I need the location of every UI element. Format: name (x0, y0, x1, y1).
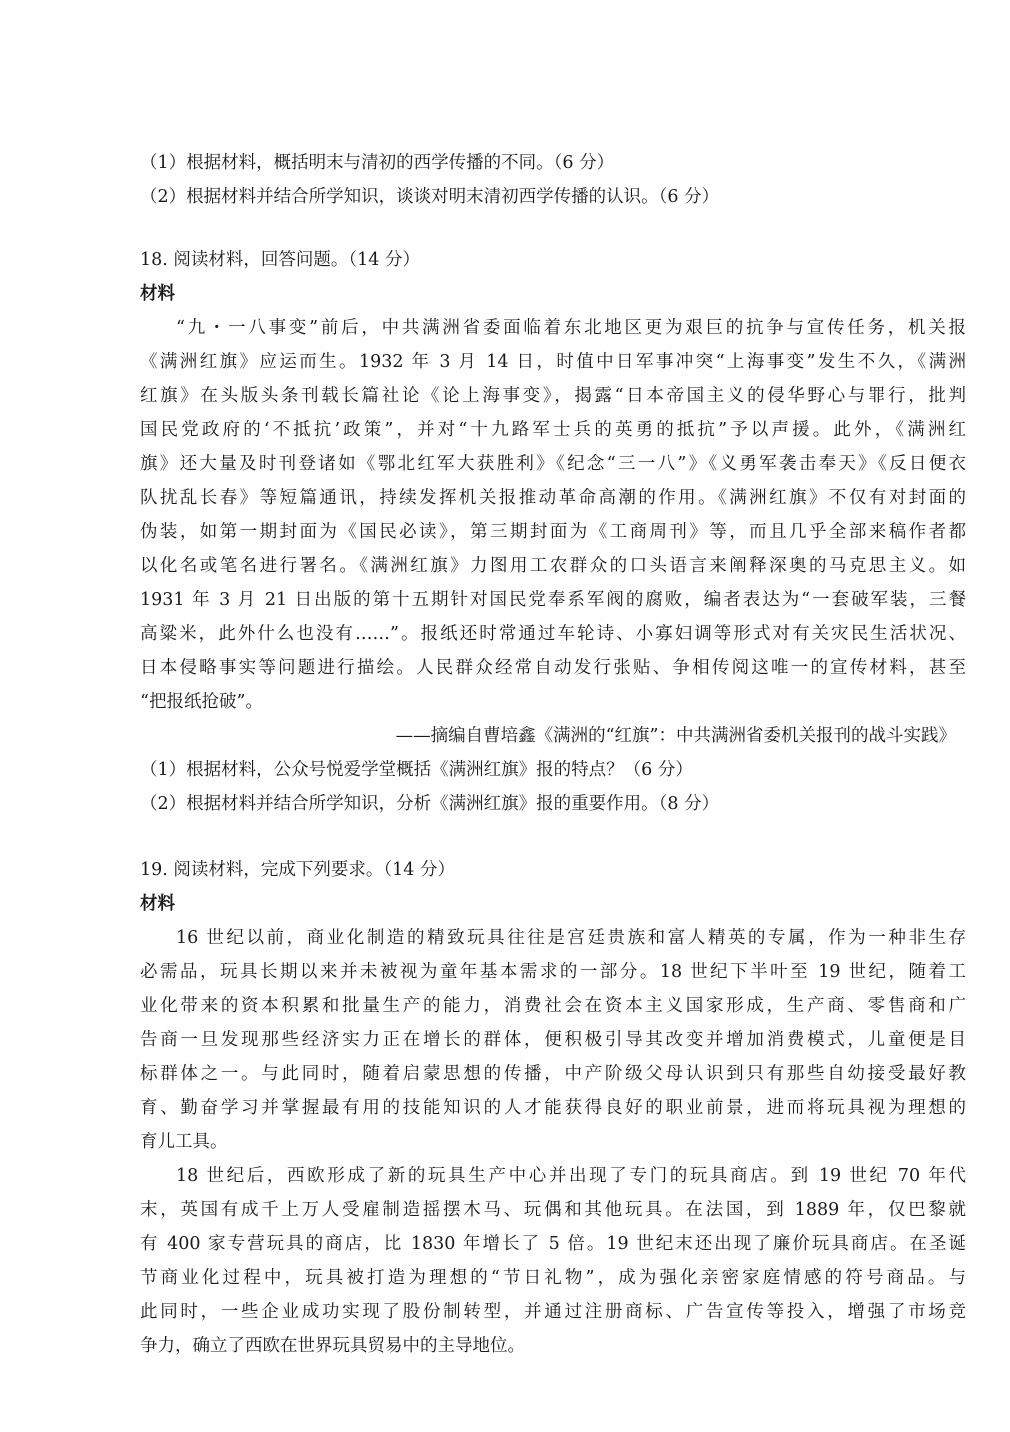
q19-p1-line-1: 16 世纪以前，商业化制造的精致玩具往往是宫廷贵族和富人精英的专属，作为一种非生存 (176, 928, 966, 948)
q18-subquestion-2: （2）根据材料并结合所学知识，分析《满洲红旗》报的重要作用。（8 分） (140, 794, 720, 814)
q18-line-3: 红旗》在头版头条刊载长篇社论《论上海事变》，揭露“日本帝国主义的侵华野心与罪行，批判 (140, 386, 966, 406)
q18-line-4: 国民党政府的‘不抵抗’政策”，并对“十九路军士兵的英勇的抵抗”予以声援。此外，《满洲红 (140, 420, 966, 440)
q19-p2-line-6: 争力，确立了西欧在世界玩具贸易中的主导地位。 (140, 1336, 525, 1356)
q19-material-label: 材料 (140, 894, 175, 914)
q18-line-6: 队扰乱长春》等短篇通讯，持续发挥机关报推动革命高潮的作用。《满洲红旗》不仅有对封面的 (140, 488, 966, 508)
q18-line-9: 1931 年 3 月 21 日出版的第十五期针对国民党奉系军阀的腐败，编者表达为“一套破军装，三餐 (140, 590, 966, 610)
q19-material-paragraph-1 (140, 921, 966, 1159)
q18-title: 18. 阅读材料，回答问题。（14 分） (140, 250, 420, 270)
q18-material-label: 材料 (140, 284, 175, 304)
q18-subquestion-1: （1）根据材料，公众号悦爱学堂概括《满洲红旗》报的特点？（6 分） (140, 760, 693, 780)
q17-subquestion-1: （1）根据材料，概括明末与清初的西学传播的不同。（6 分） (140, 153, 615, 173)
q19-p1-line-3: 业化带来的资本积累和批量生产的能力，消费社会在资本主义国家形成，生产商、零售商和广 (140, 996, 966, 1016)
page-content (140, 146, 966, 1363)
q18-line-5: 旗》还大量及时刊登诸如《鄂北红军大获胜利》《纪念“三一八”》《义勇军袭击奉天》《反日便衣 (140, 454, 966, 474)
q18-line-1: “九・一八事变”前后，中共满洲省委面临着东北地区更为艰巨的抗争与宣传任务，机关报 (176, 318, 966, 338)
q19-p1-line-4: 告商一旦发现那些经济实力正在增长的群体，便积极引导其改变并增加消费模式，儿童便是目 (140, 1030, 966, 1050)
q18-material-paragraph (140, 311, 966, 719)
q17-subquestion-2: （2）根据材料并结合所学知识，谈谈对明末清初西学传播的认识。（6 分） (140, 187, 720, 207)
q19-p1-line-5: 标群体之一。与此同时，随着启蒙思想的传播，中产阶级父母认识到只有那些自幼接受最好教 (140, 1064, 966, 1084)
q18-line-8: 以化名或笔名进行署名。《满洲红旗》力图用工农群众的口头语言来阐释深奥的马克思主义。如 (140, 556, 966, 576)
q19-material-paragraph-2 (140, 1159, 966, 1363)
q18-line-2: 《满洲红旗》应运而生。1932 年 3 月 14 日，时值中日军事冲突“上海事变”发生不久，《满洲 (140, 352, 966, 372)
q19-p2-line-5: 此同时，一些企业成功实现了股份制转型，并通过注册商标、广告宣传等投入，增强了市场竞 (140, 1302, 966, 1322)
q19-p2-line-2: 末，英国有成千上万人受雇制造摇摆木马、玩偶和其他玩具。在法国，到 1889 年，仅巴黎就 (140, 1200, 966, 1220)
q18-line-12: “把报纸抢破”。 (140, 692, 263, 712)
q18-source-citation: ——摘编自曹培鑫《满洲的“红旗”：中共满洲省委机关报刊的战斗实践》 (395, 726, 956, 746)
q19-p2-line-4: 节商业化过程中，玩具被打造为理想的“节日礼物”，成为强化亲密家庭情感的符号商品。与 (140, 1268, 966, 1288)
q18-line-7: 伪装，如第一期封面为《国民必读》，第三期封面为《工商周刊》等，而且几乎全部来稿作者都 (140, 522, 966, 542)
spacer (140, 214, 966, 243)
q19-p2-line-3: 有 400 家专营玩具的商店，比 1830 年增长了 5 倍。19 世纪末还出现了廉价玩具商店。在圣诞 (140, 1234, 966, 1254)
spacer (140, 821, 966, 853)
q18-line-11: 日本侵略事实等问题进行描绘。人民群众经常自动发行张贴、争相传阅这唯一的宣传材料，甚至 (140, 658, 966, 678)
q19-title: 19. 阅读材料，完成下列要求。（14 分） (140, 860, 455, 880)
q19-p1-line-2: 必需品，玩具长期以来并未被视为童年基本需求的一部分。18 世纪下半叶至 19 世纪，随着工 (140, 962, 966, 982)
q19-p1-line-7: 育儿工具。 (140, 1132, 228, 1152)
q19-p1-line-6: 育、勤奋学习并掌握最有用的技能知识的人才能获得良好的职业前景，进而将玩具视为理想的 (140, 1098, 966, 1118)
q18-line-10: 高粱米，此外什么也没有……”。报纸还时常通过车轮诗、小寡妇调等形式对有关灾民生活状况、 (140, 624, 966, 644)
q19-p2-line-1: 18 世纪后，西欧形成了新的玩具生产中心并出现了专门的玩具商店。到 19 世纪 70 年代 (176, 1166, 966, 1186)
